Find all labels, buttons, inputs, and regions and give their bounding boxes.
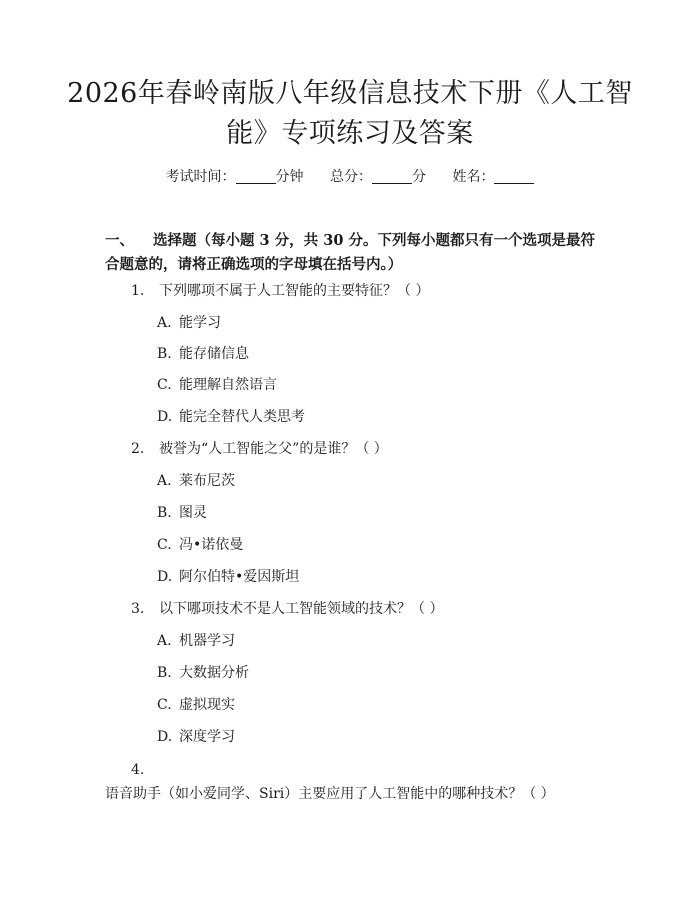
total-score-unit: 分 (412, 169, 426, 185)
total-score-blank (372, 169, 412, 184)
option-text: 能存储信息 (179, 346, 249, 362)
q3-option-a (157, 630, 235, 652)
option-text: 莱布尼茨 (179, 473, 235, 489)
q1-option-b (157, 343, 249, 365)
exam-time-blank (236, 169, 276, 184)
option-letter: C. (157, 377, 172, 393)
exam-time-unit: 分钟 (275, 169, 304, 185)
option-letter: A. (157, 633, 172, 649)
option-letter: D. (157, 409, 173, 425)
option-text: 能完全替代人类思考 (179, 409, 305, 425)
question-text: 以下哪项技术不是人工智能领域的技术？（ ） (159, 601, 444, 617)
exam-info-line (0, 166, 700, 188)
q1-option-d (157, 406, 305, 428)
question-2 (131, 438, 611, 460)
question-number: 4. (131, 762, 145, 778)
question-text: 被誉为“人工智能之父”的是谁？（ ） (159, 441, 388, 457)
option-text: 能理解自然语言 (179, 377, 277, 393)
option-text: 图灵 (179, 505, 207, 521)
question-3 (131, 598, 611, 620)
option-letter: A. (157, 473, 172, 489)
document-title: 2026年春岭南版八年级信息技术下册《人工智能》专项练习及答案 (67, 78, 633, 149)
option-text: 冯•诺依曼 (179, 537, 244, 553)
option-letter: B. (157, 665, 172, 681)
q1-option-c (157, 374, 277, 396)
option-letter: A. (157, 315, 172, 331)
exam-time-label: 考试时间： (165, 169, 236, 185)
q2-option-d (157, 566, 299, 588)
question-1 (131, 280, 611, 302)
option-text: 能学习 (179, 315, 221, 331)
option-letter: D. (157, 729, 173, 745)
question-number: 2. (131, 441, 145, 457)
total-score-label: 总分： (330, 169, 372, 185)
option-text: 虚拟现实 (179, 697, 235, 713)
q3-option-b (157, 662, 249, 684)
question-text: 语音助手（如小爱同学、Siri）主要应用了人工智能中的哪种技术？（ ） (105, 786, 555, 802)
section-heading (105, 229, 600, 277)
option-letter: B. (157, 346, 172, 362)
option-text: 机器学习 (179, 633, 235, 649)
option-text: 大数据分析 (179, 665, 249, 681)
option-letter: D. (157, 569, 173, 585)
question-text: 下列哪项不属于人工智能的主要特征？（ ） (159, 283, 430, 299)
q3-option-c (157, 694, 235, 716)
option-text: 深度学习 (179, 729, 235, 745)
option-letter: C. (157, 537, 172, 553)
student-name-label: 姓名： (452, 169, 495, 185)
q1-option-a (157, 312, 221, 334)
q2-option-a (157, 470, 235, 492)
section-instructions: 选择题（每小题 3 分，共 30 分。下列每小题都只有一个选项是最符合题意的，请将正确选项的字母填在括号内。） (105, 232, 595, 273)
option-letter: C. (157, 697, 172, 713)
q2-option-b (157, 502, 207, 524)
question-number: 3. (131, 601, 145, 617)
q3-option-d (157, 726, 235, 748)
student-name-blank (494, 169, 534, 184)
section-number: 一、 (105, 232, 134, 249)
option-letter: B. (157, 505, 172, 521)
question-number: 1. (131, 283, 145, 299)
option-text: 阿尔伯特•爱因斯坦 (179, 569, 300, 585)
question-4 (105, 758, 605, 806)
q2-option-c (157, 534, 243, 556)
